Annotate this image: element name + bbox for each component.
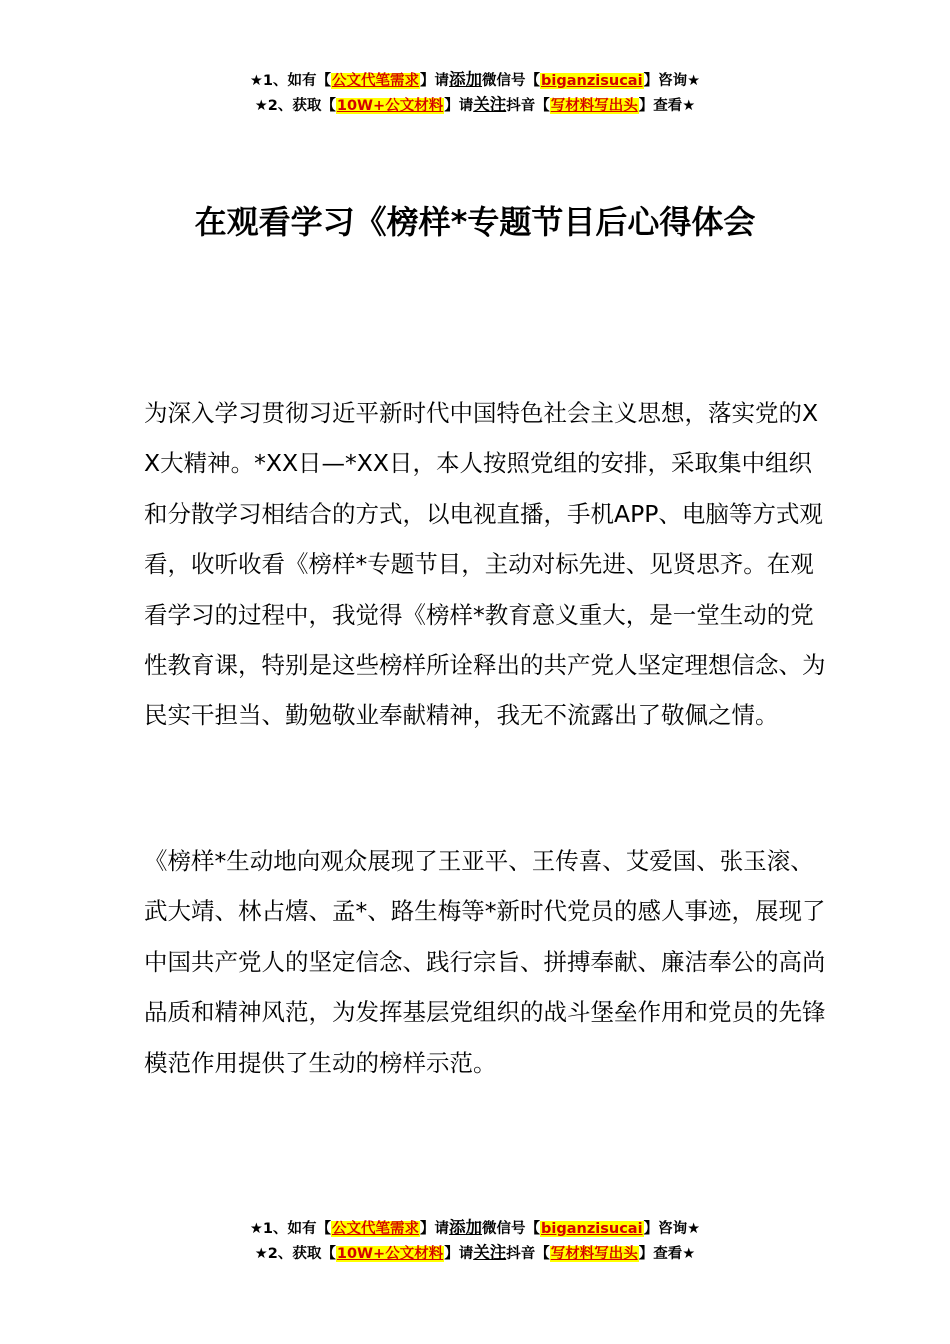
notice-text: 】查看★ <box>638 1246 696 1262</box>
notice-highlight: 公文代笔需求 <box>332 73 420 89</box>
notice-text: 】请 <box>444 1246 474 1262</box>
body-paragraph-2: 《榜样*生动地向观众展现了王亚平、王传喜、艾爱国、张玉滚、武大靖、林占熺、孟*、路生梅等*新时代党员的感人事迹，展现了中国共产党人的坚定信念、践行宗旨、拼搏奉献、廉洁奉公的高尚品质和精神风范，为发挥基层党组织的战斗堡垒作用和党员的先锋模范作用提供了生动的榜样示范。 <box>144 847 826 1077</box>
document-title: 在观看学习《榜样*专题节目后心得体会 <box>194 203 756 241</box>
notice-highlight: biganzisucai <box>541 1221 643 1237</box>
notice-text: 微信号【 <box>482 1221 541 1237</box>
notice-highlight: 公文代笔需求 <box>332 1221 420 1237</box>
footer-notice-line-1 <box>0 1216 950 1241</box>
notice-text: ★2、获取【 <box>254 1246 336 1262</box>
notice-text: 】咨询★ <box>643 1221 701 1237</box>
footer-notice <box>0 1216 950 1266</box>
notice-highlight: 写材料写出头 <box>550 1246 638 1262</box>
notice-text: 微信号【 <box>482 73 541 89</box>
footer-notice-line-2 <box>0 1241 950 1266</box>
notice-text: 】查看★ <box>638 98 696 114</box>
notice-text: 抖音【 <box>506 1246 550 1262</box>
header-notice <box>0 68 950 118</box>
notice-text: ★1、如有【 <box>249 1221 332 1237</box>
notice-highlight: 10W+公文材料 <box>336 1246 444 1262</box>
notice-text: 】咨询★ <box>643 73 701 89</box>
header-notice-line-2 <box>0 93 950 118</box>
notice-highlight: biganzisucai <box>541 73 643 89</box>
notice-text: 】请 <box>444 98 474 114</box>
notice-text: ★1、如有【 <box>249 73 332 89</box>
notice-highlight: 10W+公文材料 <box>336 98 444 114</box>
notice-highlight: 写材料写出头 <box>550 98 638 114</box>
notice-underlined: 添加 <box>449 1218 483 1237</box>
notice-text: 】请 <box>420 73 450 89</box>
notice-underlined: 关注 <box>473 1243 507 1262</box>
notice-underlined: 添加 <box>449 70 483 89</box>
body-paragraph-1: 为深入学习贯彻习近平新时代中国特色社会主义思想，落实党的XX大精神。*XX日—*XX日，本人按照党组的安排，采取集中组织和分散学习相结合的方式，以电视直播，手机APP、电脑等方式观看，收听收看《榜样*专题节目，主动对标先进、见贤思齐。在观看学习的过程中，我觉得《榜样*教育意义重大，是一堂生动的党性教育课，特别是这些榜样所诠释出的共产党人坚定理想信念、为民实干担当、勤勉敬业奉献精神，我无不流露出了敬佩之情。 <box>144 399 826 730</box>
notice-underlined: 关注 <box>473 95 507 114</box>
notice-text: 抖音【 <box>506 98 550 114</box>
notice-text: 】请 <box>420 1221 450 1237</box>
notice-text: ★2、获取【 <box>254 98 336 114</box>
header-notice-line-1 <box>0 68 950 93</box>
